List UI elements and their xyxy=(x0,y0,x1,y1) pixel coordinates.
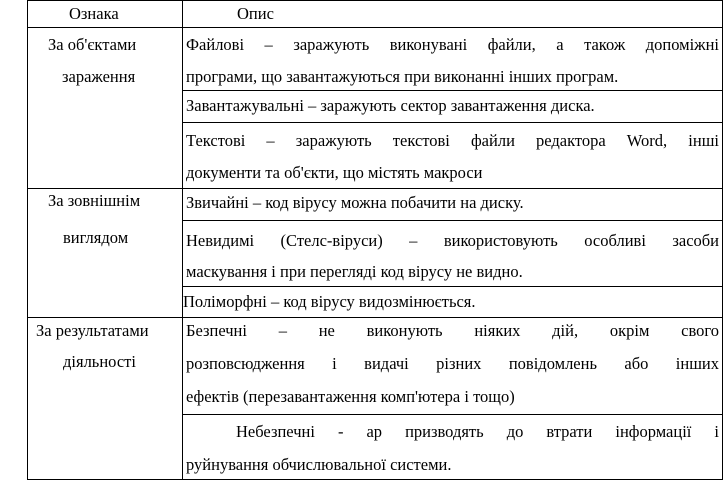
row-divider xyxy=(182,122,723,123)
description-line: ефектів (перезавантаження комп'ютера і тощо) xyxy=(186,387,515,406)
table-left-border xyxy=(27,0,28,480)
group1-bottom-border xyxy=(27,188,723,189)
description-line: руйнування обчислювальної системи. xyxy=(186,455,452,474)
description-line: програми, що завантажуються при виконанні інших програм. xyxy=(186,67,619,86)
description-line: Невидимі (Стелс-віруси) – використовують особливі засоби xyxy=(186,231,719,250)
description-line: розповсюдження і видачі різних повідомлень або інших xyxy=(186,354,719,373)
column-header-feature: Ознака xyxy=(69,4,119,23)
description-line: Завантажувальні – заражують сектор завантаження диска. xyxy=(186,96,595,115)
feature-label: За об'єктами xyxy=(48,35,137,54)
description-line: маскування і при перегляді код вірусу не видно. xyxy=(186,262,523,281)
feature-label: виглядом xyxy=(63,228,129,247)
description-line: Текстові – заражують текстові файли редактора Word, інші xyxy=(186,131,719,150)
row-divider xyxy=(182,414,723,415)
description-line: Поліморфні – код вірусу видозмінюється. xyxy=(183,292,476,311)
row-divider xyxy=(182,220,723,221)
row-divider xyxy=(182,286,723,287)
column-divider xyxy=(182,0,183,480)
header-bottom-border xyxy=(27,27,723,28)
description-line: Файлові – заражують виконувані файли, а також допоміжні xyxy=(186,35,719,54)
description-line: Небезпечні - ар призводять до втрати інформації і xyxy=(236,422,719,441)
feature-label: діяльності xyxy=(63,352,136,371)
group2-bottom-border xyxy=(27,317,723,318)
table-bottom-border xyxy=(27,479,723,480)
feature-label: За результатами xyxy=(36,321,149,340)
table-right-border xyxy=(722,0,723,480)
description-line: Звичайні – код вірусу можна побачити на диску. xyxy=(186,193,524,212)
description-line: документи та об'єкти, що містять макроси xyxy=(186,163,483,182)
row-divider xyxy=(182,90,723,91)
feature-label: За зовнішнім xyxy=(48,191,141,210)
feature-label: зараження xyxy=(62,67,136,86)
table-top-border xyxy=(27,0,723,1)
column-header-description: Опис xyxy=(237,4,274,23)
description-line: Безпечні – не виконують ніяких дій, окрім свого xyxy=(186,321,719,340)
